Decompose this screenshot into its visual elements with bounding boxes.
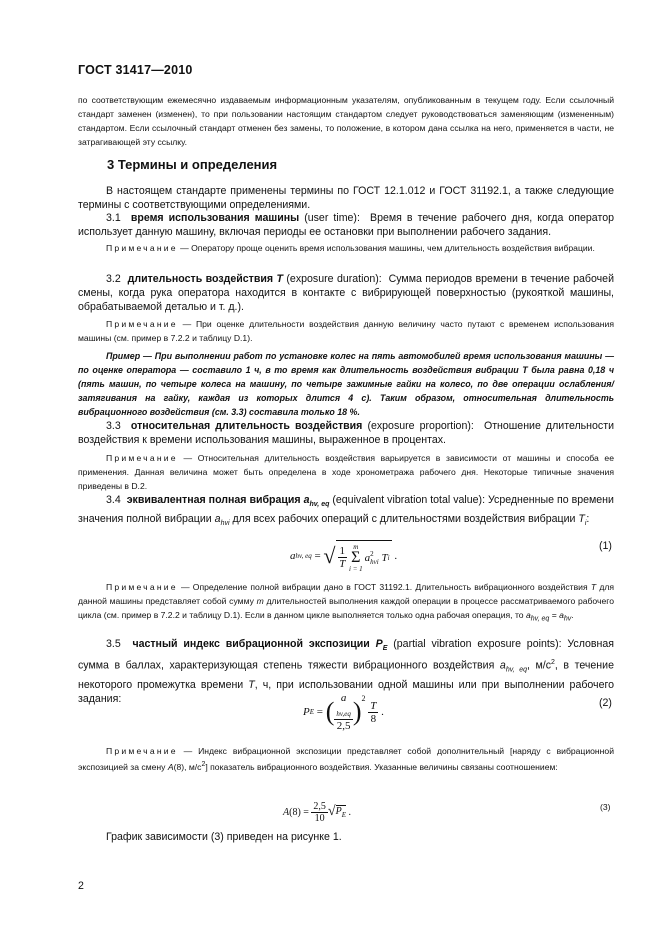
eq2-t-den: 8 xyxy=(370,712,377,725)
sum-icon: Σ xyxy=(351,548,361,566)
note-label: Примечание xyxy=(106,319,178,329)
equation-1 xyxy=(290,536,397,576)
graph-reference: График зависимости (3) приведен на рисунке 1. xyxy=(106,831,342,843)
def-symbol: a xyxy=(499,659,506,672)
def-symbol-2: T xyxy=(578,513,585,526)
eq3-num: 2,5 xyxy=(313,800,326,812)
eq2-power: 2 xyxy=(361,694,366,703)
term-3-3 xyxy=(78,419,614,447)
eq1-lhs: a xyxy=(290,550,296,562)
note-text-b: ] показатель вибрационного воздействия. Указанные величины связаны соотношением: xyxy=(205,761,558,772)
note-text: — При оценке длительности воздействия данную величину часто путают с временем использования машины (см. пример в 7.2.2 и таблицу D.1). xyxy=(78,319,614,343)
example-label: Пример — xyxy=(106,351,152,361)
eq2-num-sub: hv,eq xyxy=(336,710,351,719)
term-number: 3.2 xyxy=(106,273,121,285)
term-symbol-sub: hv, eq xyxy=(309,501,330,509)
eq1-term-sup: 2 xyxy=(370,549,374,558)
term-number: 3.5 xyxy=(106,638,121,650)
note-4 xyxy=(78,580,614,627)
def-unit-sup: 2 xyxy=(551,659,555,667)
note-5 xyxy=(78,744,614,774)
term-3-4 xyxy=(78,493,614,531)
note-symbol-t: T xyxy=(590,582,597,592)
equation-3 xyxy=(283,797,351,827)
term-number: 3.4 xyxy=(106,494,121,506)
eq1-equals: = xyxy=(314,550,321,562)
term-number: 3.3 xyxy=(106,420,121,432)
sqrt-icon: √ xyxy=(323,543,336,568)
example-paragraph xyxy=(78,349,614,419)
term-english: (exposure proportion): xyxy=(367,420,474,432)
example-text: При выполнении работ по установке колес на пять автомобилей время использования машины — по оценке оператора — составило 1 ч, в то время как длительность воздействия вибрации T была равна 0,18 ч (пять машин, по четыре колеса на машину, по четыре зажимные гайки на колесо, по две операции ослабления/затягивания на гайку, каждая из которых длится 4 с). Таким образом, относительная длительность вибрационного воздействия (см. 3.3) составила только 18 %. xyxy=(78,351,614,417)
note-label: Примечание xyxy=(106,746,178,756)
eq3-radicand xyxy=(336,805,346,819)
note-text: — Относительная длительность воздействия варьируется в зависимости от машины и способа ее применения. Данная величина может быть определена в ходе хронометража рабочего дня. Некоторые типичные значения приведены в D.2. xyxy=(78,453,614,491)
note-label: Примечание xyxy=(106,243,178,253)
def-symbol: a xyxy=(214,513,221,526)
term-number: 3.1 xyxy=(106,212,121,224)
eq2-fraction xyxy=(334,692,352,731)
term-name: относительная длительность воздействия xyxy=(130,420,363,432)
eq1-term-scripts xyxy=(370,550,379,566)
eq2-equals: = xyxy=(316,706,323,718)
note-text-c: длительностей выполнения каждой операции в процессе рассматриваемого рабочего цикла (см. пример в 7.2.2 и таблицу D.1). Если в данном цикле выполняется только одна рабочая операция, то xyxy=(78,596,614,620)
left-paren-icon: ( xyxy=(325,697,335,726)
note-equals: = xyxy=(551,610,557,620)
eq2-end: . xyxy=(381,706,384,718)
note-symbol-a: a xyxy=(525,610,531,620)
eq3-den: 10 xyxy=(314,812,325,824)
lead-paragraph: В настоящем стандарте применены термины по ГОСТ 12.1.012 и ГОСТ 31192.1, а также следующие термины с соответствующими определениями. xyxy=(78,185,614,211)
note-2 xyxy=(78,317,614,345)
note-symbol-a-sub: hv, eq xyxy=(530,615,550,623)
eq2-num-sym: a xyxy=(340,692,347,705)
eq2-time-fraction xyxy=(368,700,378,725)
eq3-root: P xyxy=(335,806,342,817)
eq1-frac-den: T xyxy=(339,558,346,570)
note-text-b: для данной машины представляет собой сумму xyxy=(78,582,615,606)
term-3-1 xyxy=(78,211,614,239)
eq1-sum xyxy=(349,543,363,573)
note-3 xyxy=(78,451,614,493)
term-def-end: : xyxy=(586,513,590,526)
def-symbol-sub: hvi xyxy=(220,520,230,528)
note-arg: (8), м/с xyxy=(173,761,202,772)
eq1-fraction xyxy=(338,545,348,570)
eq3-equals: = xyxy=(303,806,309,818)
document-header: ГОСТ 31417—2010 xyxy=(78,63,193,77)
term-english: (equivalent vibration total value): xyxy=(332,494,486,506)
eq3-lhs-arg: (8) xyxy=(289,806,301,818)
sqrt-icon: √ xyxy=(327,804,336,819)
term-english: (exposure duration): xyxy=(286,273,382,285)
term-name: длительность воздействия xyxy=(127,273,274,285)
eq2-den: 2,5 xyxy=(336,719,351,732)
eq1-term: a xyxy=(364,551,371,564)
term-def-a: Условная сумма в баллах, характеризующая степень тяжести вибрационного воздействия xyxy=(78,638,615,672)
eq1-frac-num: 1 xyxy=(339,545,345,557)
term-english: (user time): xyxy=(304,212,360,224)
note-label: Примечание xyxy=(106,453,178,463)
term-def-c: , ч, при использовании одной машины или при выполнении рабочего задания: xyxy=(78,678,614,705)
eq1-sum-bottom: i = 1 xyxy=(349,564,363,573)
def-symbol-2-sub: i xyxy=(584,520,587,528)
term-def-a: Усредненные по времени значения полной вибрации xyxy=(78,494,614,526)
eq1-end: . xyxy=(394,550,398,562)
eq2-lhs: P xyxy=(303,706,310,718)
term-definition: Сумма периодов времени в течение рабочей смены, когда рука оператора находится в контакте с вибрирующей поверхностью (рукояткой машины, обрабатываемой деталью и т. д.). xyxy=(78,273,614,313)
term-name: частный индекс вибрационной экспозиции xyxy=(132,638,370,650)
right-paren-icon: ) xyxy=(352,697,362,726)
equation-1-number: (1) xyxy=(599,540,612,552)
note-symbol-b: a xyxy=(559,610,564,620)
page-number: 2 xyxy=(78,880,84,892)
eq3-end: . xyxy=(348,806,351,818)
term-name: эквивалентная полная вибрация xyxy=(126,494,301,506)
term-english: (partial vibration exposure points): xyxy=(393,638,562,650)
note-symbol: A xyxy=(167,761,174,772)
def-unit: , м/с xyxy=(526,659,552,672)
equation-3-number: (3) xyxy=(600,802,611,812)
term-symbol: a xyxy=(303,494,310,506)
intro-paragraph: по соответствующим ежемесячно издаваемым информационным указателям, опубликованным в текущем году. Если ссылочный стандарт заменен (изменен), то при пользовании настоящим стандартом следует руководствоваться заменяющим (измененным) стандартом. Если ссылочный стандарт отменен без замены, то положение, в котором дана ссылка на него, применяется в части, не затрагивающей эту ссылку. xyxy=(78,95,614,147)
note-end: . xyxy=(571,610,574,620)
equation-2 xyxy=(303,692,384,732)
eq2-num xyxy=(334,692,352,719)
term-definition: Отношение длительности воздействия к времени использования машины, выраженное в процентах. xyxy=(78,420,614,446)
note-text-a: — Индекс вибрационной экспозиции представляет собой дополнительный [наряду с вибрационной экспозицией за смену xyxy=(78,746,614,772)
eq3-fraction xyxy=(311,801,328,824)
eq1-radicand xyxy=(336,540,392,573)
term-3-2 xyxy=(78,272,614,314)
eq2-lhs-sub: E xyxy=(309,708,315,716)
term-symbol-sub: E xyxy=(382,645,388,653)
equation-2-number: (2) xyxy=(599,697,612,709)
eq1-term-sub: hvi xyxy=(370,557,379,566)
section-title: 3 Термины и определения xyxy=(107,157,278,172)
note-1 xyxy=(78,241,614,255)
term-def-b: , в течение некоторого промежутка времени xyxy=(78,659,614,691)
note-text-a: — Определение полной вибрации дано в ГОСТ 31192.1. Длительность вибрационного воздействия xyxy=(180,582,588,592)
note-label: Примечание xyxy=(106,582,178,592)
term-symbol: T xyxy=(276,273,283,285)
term-definition: Время в течение рабочего дня, когда оператор использует данную машину, включая периоды ее остановки при выполнении рабочего задания. xyxy=(78,212,614,238)
note-sup: 2 xyxy=(201,761,206,768)
eq3-lhs: A xyxy=(283,806,290,818)
note-symbol-b-sub: hv xyxy=(563,615,572,623)
term-name: время использования машины xyxy=(130,212,300,224)
eq1-term2: T xyxy=(381,551,388,564)
eq1-sum-top: m xyxy=(353,542,359,551)
term-symbol: P xyxy=(375,638,383,650)
term-def-b: для всех рабочих операций с длительностями воздействия вибрации xyxy=(232,513,576,526)
eq1-term2-sub: i xyxy=(387,553,390,562)
eq3-root-sub: E xyxy=(341,811,346,819)
eq2-t-num: T xyxy=(370,699,377,712)
note-symbol-m: m xyxy=(256,596,264,606)
def-symbol-t: T xyxy=(248,678,255,691)
note-text: — Оператору проще оценить время использования машины, чем длительность воздействия вибрации. xyxy=(180,243,595,253)
eq1-lhs-sub: hv, eq xyxy=(295,552,312,560)
def-symbol-sub: hv, eq xyxy=(505,666,527,674)
